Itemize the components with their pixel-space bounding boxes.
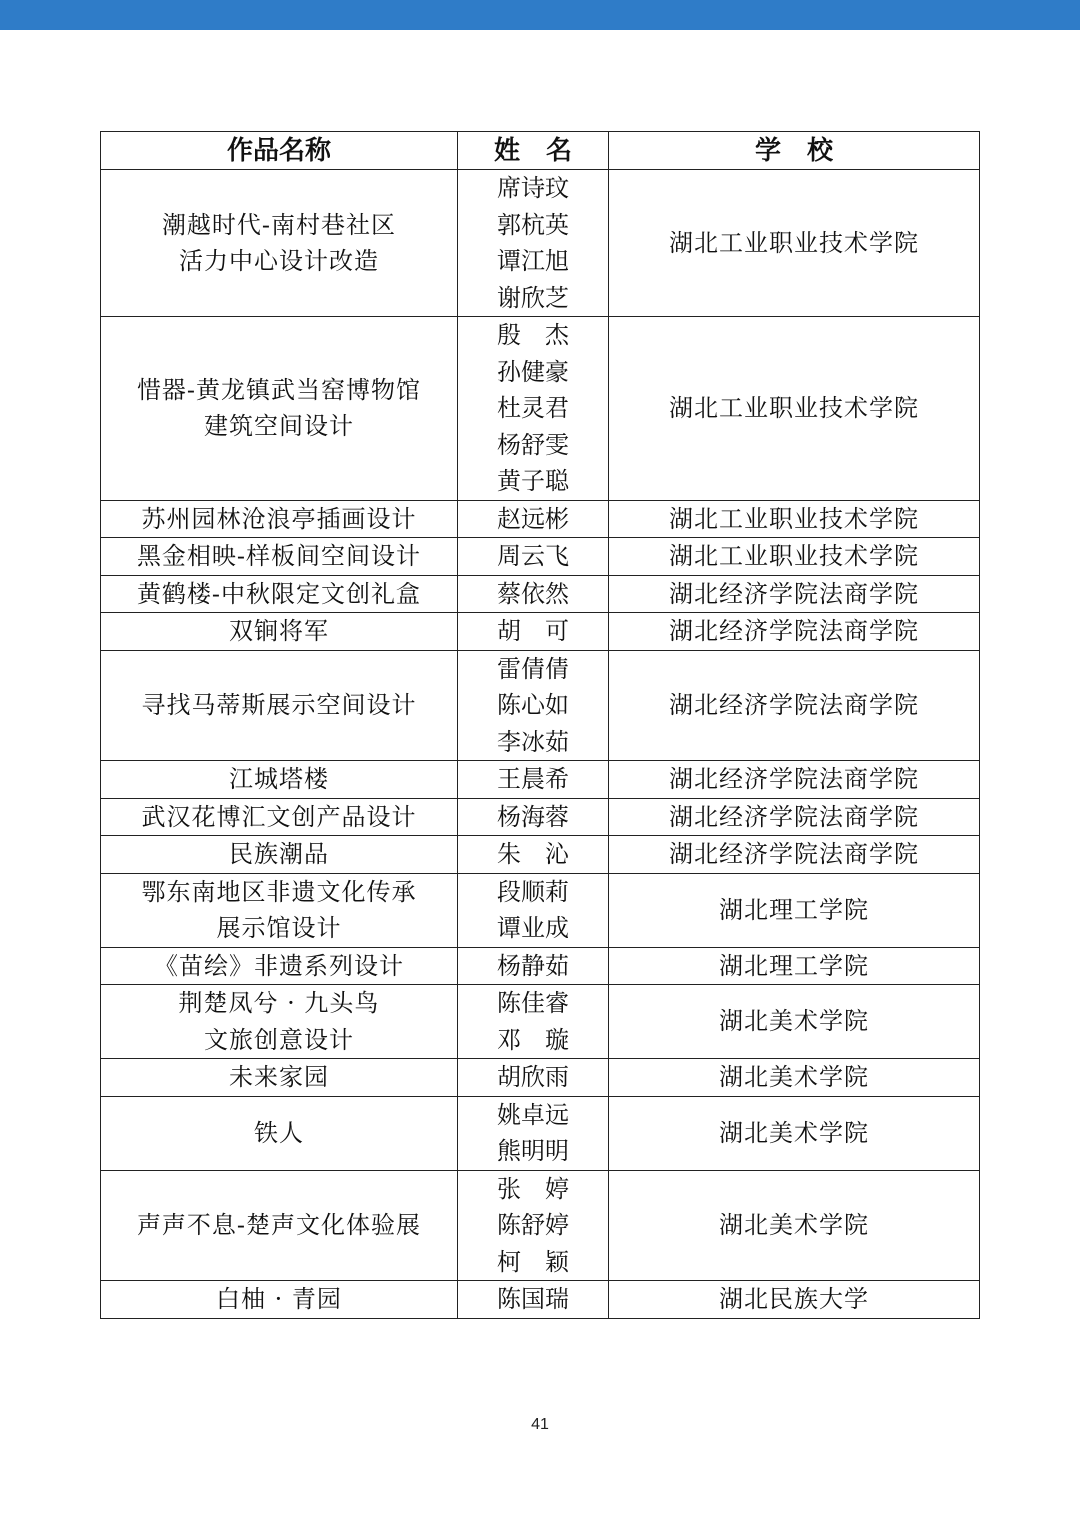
school-name: 湖北理工学院	[719, 895, 869, 924]
author-names-cell	[458, 836, 609, 874]
author-name: 谢欣芝	[497, 283, 569, 312]
author-name: 陈心如	[497, 691, 569, 719]
work-title-line: 惜器-黄龙镇武当窑博物馆	[136, 375, 422, 404]
table-row	[101, 761, 980, 799]
author-name: 殷 杰	[497, 321, 569, 349]
school-cell	[609, 1281, 980, 1319]
work-title-line: 活力中心设计改造	[179, 247, 379, 275]
author-names-cell	[458, 947, 609, 985]
table-row	[101, 613, 980, 651]
work-title-line: 寻找马蒂斯展示空间设计	[141, 691, 417, 719]
school-name: 湖北美术学院	[719, 1211, 869, 1239]
author-name: 杨静茹	[497, 951, 569, 980]
school-name: 湖北理工学院	[719, 951, 869, 980]
school-name: 湖北民族大学	[719, 1285, 869, 1313]
author-name: 邓 璇	[497, 1025, 569, 1054]
author-name: 谭江旭	[497, 247, 569, 275]
school-cell	[609, 761, 980, 799]
school-cell	[609, 575, 980, 613]
school-cell	[609, 1096, 980, 1170]
table-row	[101, 575, 980, 613]
author-name: 胡欣雨	[497, 1063, 569, 1091]
author-names-cell	[458, 1170, 609, 1281]
work-title-cell	[101, 873, 458, 947]
author-name: 朱 沁	[497, 840, 569, 868]
author-names-cell	[458, 1096, 609, 1170]
author-names-cell	[458, 985, 609, 1059]
author-name: 胡 可	[497, 617, 569, 645]
author-names-cell	[458, 798, 609, 836]
work-title-cell	[101, 1059, 458, 1097]
work-title-cell	[101, 317, 458, 501]
table-header-row	[101, 132, 980, 170]
author-name: 席诗玟	[497, 174, 569, 202]
table-row	[101, 170, 980, 317]
school-cell	[609, 317, 980, 501]
table-row	[101, 985, 980, 1059]
work-title-cell	[101, 798, 458, 836]
awards-table	[100, 131, 980, 1319]
author-name: 谭业成	[497, 914, 569, 942]
author-name: 段顺莉	[497, 877, 569, 906]
page-number: 41	[531, 1416, 549, 1433]
school-name: 湖北经济学院法商学院	[669, 579, 919, 608]
column-header-school: 学 校	[609, 132, 980, 170]
author-name: 蔡依然	[497, 579, 569, 608]
school-cell	[609, 500, 980, 538]
work-title-line: 白柚 · 青园	[216, 1285, 342, 1313]
author-names-cell	[458, 575, 609, 613]
school-cell	[609, 1170, 980, 1281]
work-title-line: 声声不息-楚声文化体验展	[136, 1211, 422, 1239]
author-name: 杜灵君	[497, 394, 569, 422]
author-name: 陈佳睿	[497, 989, 569, 1017]
work-title-line: 武汉花博汇文创产品设计	[141, 802, 417, 831]
school-cell	[609, 170, 980, 317]
school-name: 湖北经济学院法商学院	[669, 840, 919, 868]
table-row	[101, 1059, 980, 1097]
author-names-cell	[458, 761, 609, 799]
work-title-cell	[101, 947, 458, 985]
table-row	[101, 1170, 980, 1281]
work-title-line: 苏州园林沧浪亭插画设计	[141, 504, 417, 533]
table-row	[101, 317, 980, 501]
author-names-cell	[458, 650, 609, 761]
author-name: 赵远彬	[497, 504, 569, 533]
work-title-cell	[101, 613, 458, 651]
author-name: 孙健豪	[497, 357, 569, 386]
author-names-cell	[458, 1059, 609, 1097]
school-cell	[609, 613, 980, 651]
author-names-cell	[458, 1281, 609, 1319]
author-name: 周云飞	[497, 542, 569, 570]
table-row	[101, 650, 980, 761]
work-title-cell	[101, 761, 458, 799]
work-title-cell	[101, 500, 458, 538]
table-row	[101, 947, 980, 985]
top-color-bar	[0, 0, 1080, 30]
school-cell	[609, 538, 980, 576]
table-row	[101, 1281, 980, 1319]
work-title-line: 荆楚凤兮 · 九头鸟	[178, 989, 380, 1017]
school-name: 湖北工业职业技术学院	[669, 542, 919, 570]
author-name: 杨舒雯	[497, 430, 569, 459]
column-header-name: 姓 名	[458, 132, 609, 170]
work-title-line: 展示馆设计	[216, 914, 342, 942]
school-name: 湖北工业职业技术学院	[669, 228, 919, 257]
table-row	[101, 836, 980, 874]
author-names-cell	[458, 873, 609, 947]
work-title-cell	[101, 836, 458, 874]
school-name: 湖北美术学院	[719, 1118, 869, 1147]
work-title-line: 铁人	[254, 1118, 304, 1147]
author-name: 张 婷	[497, 1174, 569, 1203]
school-cell	[609, 836, 980, 874]
table-row	[101, 798, 980, 836]
work-title-line: 黑金相映-样板间空间设计	[136, 542, 422, 570]
author-name: 李冰茹	[497, 727, 569, 756]
school-cell	[609, 650, 980, 761]
school-cell	[609, 985, 980, 1059]
table-row	[101, 873, 980, 947]
table-row	[101, 538, 980, 576]
school-name: 湖北经济学院法商学院	[669, 691, 919, 719]
school-cell	[609, 798, 980, 836]
author-name: 熊明明	[497, 1137, 569, 1165]
school-name: 湖北经济学院法商学院	[669, 617, 919, 645]
author-names-cell	[458, 613, 609, 651]
author-name: 陈国瑞	[497, 1285, 569, 1313]
author-names-cell	[458, 317, 609, 501]
school-name: 湖北工业职业技术学院	[669, 504, 919, 533]
author-name: 王晨希	[497, 765, 569, 793]
work-title-line: 黄鹤楼-中秋限定文创礼盒	[136, 579, 422, 608]
work-title-line: 江城塔楼	[229, 765, 329, 793]
work-title-line: 《苗绘》非遗系列设计	[154, 951, 404, 980]
work-title-cell	[101, 985, 458, 1059]
work-title-cell	[101, 650, 458, 761]
school-name: 湖北经济学院法商学院	[669, 802, 919, 831]
author-names-cell	[458, 500, 609, 538]
work-title-cell	[101, 538, 458, 576]
author-name: 杨海蓉	[497, 802, 569, 831]
school-name: 湖北美术学院	[719, 1063, 869, 1091]
work-title-line: 文旅创意设计	[204, 1025, 354, 1054]
author-name: 柯 颖	[497, 1247, 569, 1276]
work-title-cell	[101, 1170, 458, 1281]
table-body	[101, 170, 980, 1319]
work-title-cell	[101, 1281, 458, 1319]
work-title-line: 潮越时代-南村巷社区	[161, 210, 397, 239]
work-title-line: 民族潮品	[229, 840, 329, 868]
author-name: 黄子聪	[497, 467, 569, 495]
author-name: 姚卓远	[497, 1100, 569, 1129]
school-name: 湖北经济学院法商学院	[669, 765, 919, 793]
author-names-cell	[458, 538, 609, 576]
work-title-line: 未来家园	[229, 1063, 329, 1091]
school-name: 湖北美术学院	[719, 1007, 869, 1036]
work-title-cell	[101, 1096, 458, 1170]
column-header-work: 作品名称	[101, 132, 458, 170]
author-name: 陈舒婷	[497, 1211, 569, 1239]
table-row	[101, 1096, 980, 1170]
work-title-cell	[101, 575, 458, 613]
author-name: 郭杭英	[497, 210, 569, 239]
work-title-line: 鄂东南地区非遗文化传承	[141, 877, 417, 906]
school-name: 湖北工业职业技术学院	[669, 394, 919, 422]
school-cell	[609, 873, 980, 947]
author-names-cell	[458, 170, 609, 317]
author-name: 雷倩倩	[497, 654, 569, 683]
school-cell	[609, 947, 980, 985]
table-row	[101, 500, 980, 538]
work-title-cell	[101, 170, 458, 317]
work-title-line: 双锏将军	[229, 617, 329, 645]
work-title-line: 建筑空间设计	[204, 412, 354, 441]
school-cell	[609, 1059, 980, 1097]
